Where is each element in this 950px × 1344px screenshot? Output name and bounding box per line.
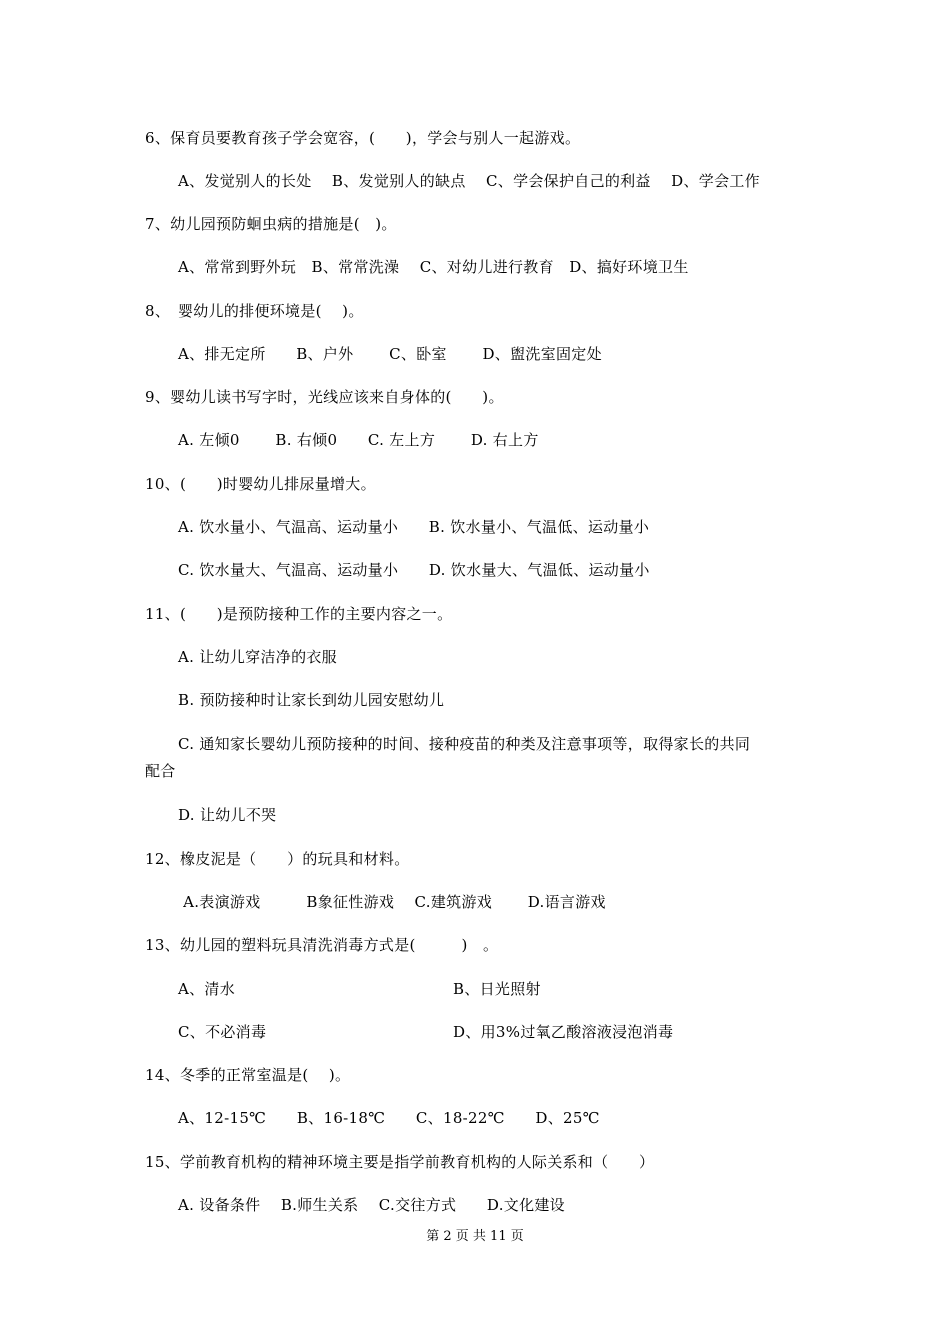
question-13-stem: 13、幼儿园的塑料玩具清洗消毒方式是( ) 。 <box>145 936 499 954</box>
question-9-options: A. 左倾0 B. 右倾0 C. 左上方 D. 右上方 <box>178 431 539 449</box>
question-10-stem: 10、( )时婴幼儿排尿量增大。 <box>145 475 376 493</box>
question-11-stem: 11、( )是预防接种工作的主要内容之一。 <box>145 605 453 623</box>
question-7-options: A、常常到野外玩 B、常常洗澡 C、对幼儿进行教育 D、搞好环境卫生 <box>178 258 689 276</box>
question-7-stem: 7、幼儿园预防蛔虫病的措施是( )。 <box>145 215 397 233</box>
question-11-option-d: D. 让幼儿不哭 <box>178 806 277 824</box>
question-15-options: A. 设备条件 B.师生关系 C.交往方式 D.文化建设 <box>178 1196 565 1214</box>
question-11-option-a: A. 让幼儿穿洁净的衣服 <box>178 648 337 666</box>
question-6-options: A、发觉别人的长处 B、发觉别人的缺点 C、学会保护自己的利益 D、学会工作 <box>178 172 760 190</box>
question-9-stem: 9、婴幼儿读书写字时，光线应该来自身体的( )。 <box>145 388 504 406</box>
question-13-option-a: A、清水 <box>178 980 236 998</box>
question-10-options-row-2: C. 饮水量大、气温高、运动量小 D. 饮水量大、气温低、运动量小 <box>178 561 650 579</box>
question-14-stem: 14、冬季的正常室温是( )。 <box>145 1066 351 1084</box>
question-11-option-c-continuation: 配合 <box>145 762 176 780</box>
question-8-stem: 8、 婴幼儿的排便环境是( )。 <box>145 302 364 320</box>
question-11-option-c: C. 通知家长婴幼儿预防接种的时间、接种疫苗的种类及注意事项等，取得家长的共同 <box>178 735 751 753</box>
page-footer: 第 2 页 共 11 页 <box>426 1229 524 1244</box>
question-15-stem: 15、学前教育机构的精神环境主要是指学前教育机构的人际关系和（ ） <box>145 1153 655 1171</box>
question-6-stem: 6、保育员要教育孩子学会宽容，( )，学会与别人一起游戏。 <box>145 129 581 147</box>
question-12-stem: 12、橡皮泥是（ ）的玩具和材料。 <box>145 850 410 868</box>
question-14-options: A、12-15℃ B、16-18℃ C、18-22℃ D、25℃ <box>178 1109 600 1127</box>
question-10-options-row-1: A. 饮水量小、气温高、运动量小 B. 饮水量小、气温低、运动量小 <box>178 518 650 536</box>
question-13-option-d: D、用3%过氧乙酸溶液浸泡消毒 <box>453 1023 674 1041</box>
question-13-option-b: B、日光照射 <box>453 980 541 998</box>
question-13-option-c: C、不必消毒 <box>178 1023 267 1041</box>
question-11-option-b: B. 预防接种时让家长到幼儿园安慰幼儿 <box>178 691 445 709</box>
question-12-options: A.表演游戏 B象征性游戏 C.建筑游戏 D.语言游戏 <box>178 893 606 911</box>
question-8-options: A、排无定所 B、户外 C、卧室 D、盥洗室固定处 <box>178 345 602 363</box>
